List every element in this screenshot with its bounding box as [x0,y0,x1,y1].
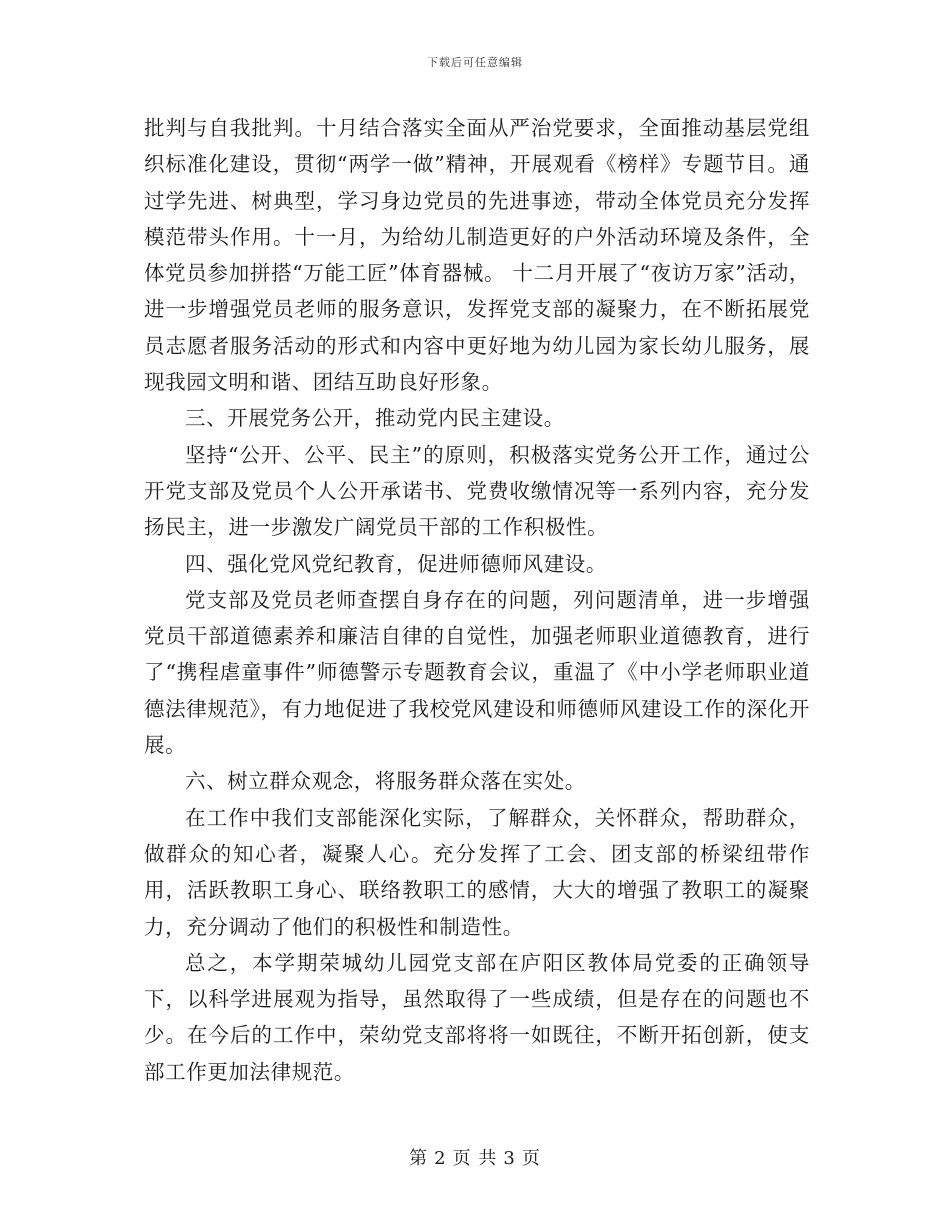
page-footer [0,1144,950,1170]
paragraph-serve-masses: 在工作中我们支部能深化实际，了解群众，关怀群众，帮助群众，做群众的知心者，凝聚人心。充分发挥了工会、团支部的桥梁纽带作用，活跃教职工身心、联络教职工的感情，大大的增强了教职工的凝聚力，充分调动了他们的积极性和制造性。 [144,805,810,939]
document-body [144,110,810,1090]
paragraph-continuation: 批判与自我批判。十月结合落实全面从严治党要求，全面推动基层党组织标准化建设，贯彻“两学一做”精神，开展观看《榜样》专题节目。通过学先进、树典型，学习身边党员的先进事迹，带动全体党员充分发挥模范带头作用。十一月，为给幼儿制造更好的户外活动环境及条件，全体党员参加拼搭“万能工匠”体育器械。 十二月开展了“夜访万家”活动，进一步增强党员老师的服务意识，发挥党支部的凝聚力，在不断拓展党员志愿者服务活动的形式和内容中更好地为幼儿园为家长幼儿服务，展现我园文明和谐、团结互助良好形象。 [144,116,810,395]
footer-prefix: 第 [409,1148,429,1169]
paragraph-party-affairs: 坚持“公开、公平、民主”的原则，积极落实党务公开工作，通过公开党支部及党员个人公开承诺书、党费收缴情况等一系列内容，充分发扬民主，进一步激发广阔党员干部的工作积极性。 [144,442,810,540]
total-pages: 3 [503,1148,516,1169]
paragraph-conclusion: 总之，本学期荣城幼儿园党支部在庐阳区教体局党委的正确领导下，以科学进展观为指导，虽然取得了一些成绩，但是存在的问题也不少。在今后的工作中，荣幼党支部将将一如既往，不断开拓创新，使支部工作更加法律规范。 [144,950,810,1084]
footer-middle: 页 共 [452,1148,498,1169]
footer-suffix: 页 [521,1148,541,1169]
header-note: 下载后可任意编辑 [427,56,523,69]
section-heading-3: 三、开展党务公开，推动党内民主建设。 [185,406,565,431]
section-heading-6: 六、树立群众观念，将服务群众落在实处。 [185,769,586,794]
page-number: 2 [434,1148,447,1169]
paragraph-teacher-ethics: 党支部及党员老师查摆自身存在的问题，列问题清单，进一步增强党员干部道德素养和廉洁自律的自觉性，加强老师职业道德教育，进行了“携程虐童事件”师德警示专题教育会议，重温了《中小学老师职业道德法律规范》，有力地促进了我校党风建设和师德师风建设工作的深化开展。 [144,587,810,758]
section-heading-4: 四、强化党风党纪教育，促进师德师风建设。 [185,551,607,576]
